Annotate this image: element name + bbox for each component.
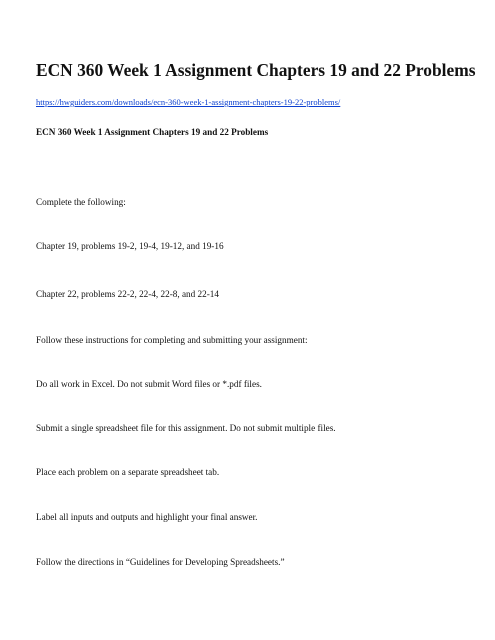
paragraph-chapter-22: Chapter 22, problems 22-2, 22-4, 22-8, and 22-14 bbox=[36, 289, 219, 299]
paragraph-chapter-19: Chapter 19, problems 19-2, 19-4, 19-12, and 19-16 bbox=[36, 241, 224, 251]
paragraph-single-file: Submit a single spreadsheet file for this assignment. Do not submit multiple files. bbox=[36, 423, 336, 433]
paragraph-separate-tab: Place each problem on a separate spreadsheet tab. bbox=[36, 467, 220, 477]
paragraph-instructions: Follow these instructions for completing and submitting your assignment: bbox=[36, 335, 308, 345]
paragraph-complete-following: Complete the following: bbox=[36, 197, 126, 207]
paragraph-guidelines: Follow the directions in “Guidelines for Developing Spreadsheets.” bbox=[36, 557, 285, 567]
document-title: ECN 360 Week 1 Assignment Chapters 19 and 22 Problems bbox=[36, 60, 476, 80]
paragraph-excel: Do all work in Excel. Do not submit Word files or *.pdf files. bbox=[36, 379, 262, 389]
document-subtitle: ECN 360 Week 1 Assignment Chapters 19 and 22 Problems bbox=[36, 127, 269, 137]
paragraph-label-inputs: Label all inputs and outputs and highlight your final answer. bbox=[36, 512, 258, 522]
source-link[interactable]: https://hwguiders.com/downloads/ecn-360-week-1-assignment-chapters-19-22-problems/ bbox=[36, 97, 341, 107]
